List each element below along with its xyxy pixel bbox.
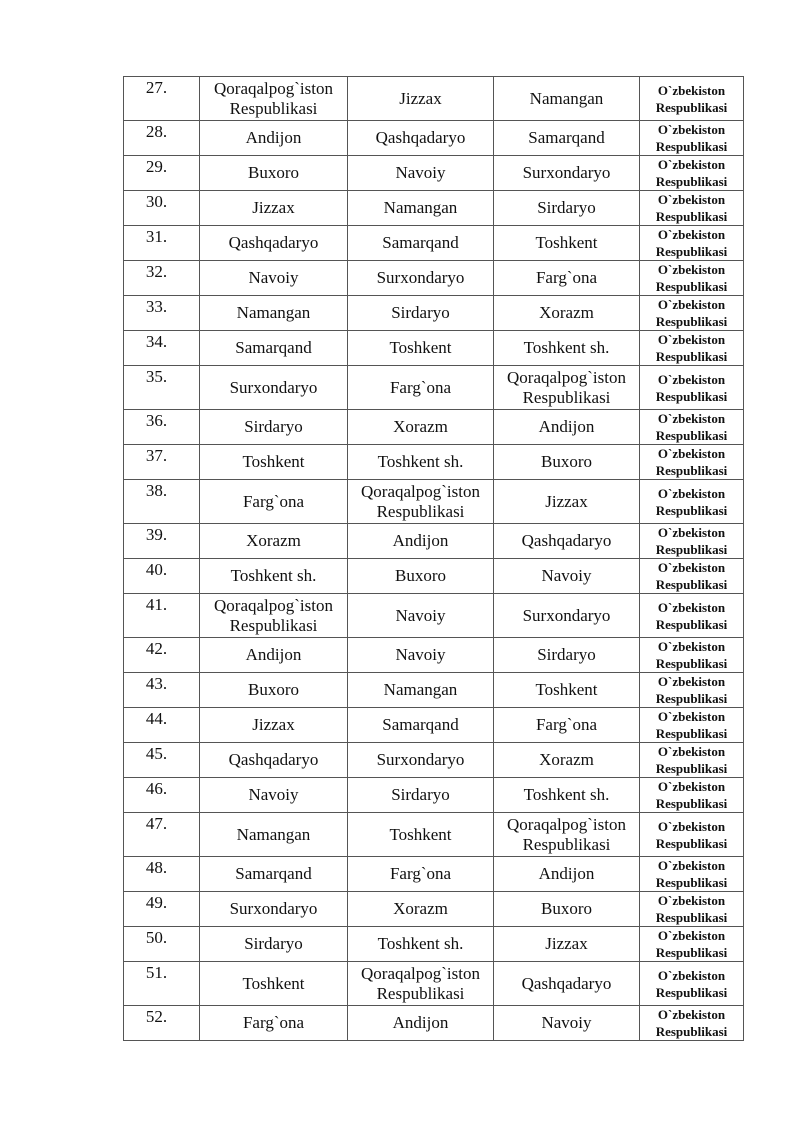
region-cell-1: Farg`ona	[200, 480, 348, 524]
region-cell-3: Xorazm	[494, 743, 640, 778]
region-cell-1: Samarqand	[200, 331, 348, 366]
region-cell-2: Sirdaryo	[348, 296, 494, 331]
row-number: 42.	[124, 638, 200, 673]
region-cell-3: Namangan	[494, 77, 640, 121]
region-cell-2: Navoiy	[348, 156, 494, 191]
region-cell-1: Qoraqalpog`iston Respublikasi	[200, 77, 348, 121]
row-number: 43.	[124, 673, 200, 708]
row-number: 35.	[124, 366, 200, 410]
region-cell-2: Surxondaryo	[348, 743, 494, 778]
table-row	[124, 673, 744, 708]
row-number: 27.	[124, 77, 200, 121]
row-number: 28.	[124, 121, 200, 156]
region-cell-2: Buxoro	[348, 559, 494, 594]
country-cell: O`zbekiston Respublikasi	[640, 638, 744, 673]
region-cell-3: Qashqadaryo	[494, 962, 640, 1006]
region-cell-3: Toshkent	[494, 226, 640, 261]
table-row	[124, 226, 744, 261]
row-number: 40.	[124, 559, 200, 594]
region-cell-3: Qoraqalpog`iston Respublikasi	[494, 366, 640, 410]
country-cell: O`zbekiston Respublikasi	[640, 743, 744, 778]
region-cell-3: Qashqadaryo	[494, 524, 640, 559]
table-row	[124, 813, 744, 857]
row-number: 44.	[124, 708, 200, 743]
region-cell-2: Navoiy	[348, 638, 494, 673]
table-row	[124, 927, 744, 962]
table-row	[124, 445, 744, 480]
region-cell-1: Navoiy	[200, 261, 348, 296]
region-cell-1: Andijon	[200, 638, 348, 673]
region-cell-2: Qashqadaryo	[348, 121, 494, 156]
table-row	[124, 191, 744, 226]
region-cell-2: Farg`ona	[348, 857, 494, 892]
region-cell-2: Xorazm	[348, 892, 494, 927]
table-row	[124, 366, 744, 410]
region-cell-2: Surxondaryo	[348, 261, 494, 296]
regions-table	[123, 76, 744, 1041]
country-cell: O`zbekiston Respublikasi	[640, 594, 744, 638]
country-cell: O`zbekiston Respublikasi	[640, 524, 744, 559]
region-cell-2: Namangan	[348, 673, 494, 708]
region-cell-1: Jizzax	[200, 708, 348, 743]
table-row	[124, 480, 744, 524]
country-cell: O`zbekiston Respublikasi	[640, 261, 744, 296]
region-cell-3: Sirdaryo	[494, 638, 640, 673]
row-number: 37.	[124, 445, 200, 480]
region-cell-2: Andijon	[348, 1006, 494, 1041]
row-number: 29.	[124, 156, 200, 191]
table-row	[124, 594, 744, 638]
country-cell: O`zbekiston Respublikasi	[640, 156, 744, 191]
region-cell-3: Samarqand	[494, 121, 640, 156]
region-cell-1: Qashqadaryo	[200, 226, 348, 261]
table-row	[124, 892, 744, 927]
region-cell-1: Buxoro	[200, 673, 348, 708]
region-cell-3: Jizzax	[494, 480, 640, 524]
row-number: 32.	[124, 261, 200, 296]
table-row	[124, 857, 744, 892]
table-row	[124, 708, 744, 743]
region-cell-1: Toshkent sh.	[200, 559, 348, 594]
country-cell: O`zbekiston Respublikasi	[640, 813, 744, 857]
country-cell: O`zbekiston Respublikasi	[640, 191, 744, 226]
region-cell-2: Toshkent	[348, 813, 494, 857]
country-cell: O`zbekiston Respublikasi	[640, 121, 744, 156]
region-cell-1: Namangan	[200, 296, 348, 331]
region-cell-1: Surxondaryo	[200, 366, 348, 410]
region-cell-3: Toshkent sh.	[494, 778, 640, 813]
region-cell-1: Surxondaryo	[200, 892, 348, 927]
region-cell-3: Toshkent sh.	[494, 331, 640, 366]
region-cell-3: Xorazm	[494, 296, 640, 331]
country-cell: O`zbekiston Respublikasi	[640, 366, 744, 410]
region-cell-1: Andijon	[200, 121, 348, 156]
region-cell-3: Andijon	[494, 857, 640, 892]
row-number: 30.	[124, 191, 200, 226]
region-cell-2: Sirdaryo	[348, 778, 494, 813]
region-cell-3: Navoiy	[494, 559, 640, 594]
region-cell-1: Sirdaryo	[200, 927, 348, 962]
row-number: 50.	[124, 927, 200, 962]
country-cell: O`zbekiston Respublikasi	[640, 857, 744, 892]
row-number: 49.	[124, 892, 200, 927]
region-cell-1: Samarqand	[200, 857, 348, 892]
region-cell-2: Toshkent	[348, 331, 494, 366]
region-cell-2: Xorazm	[348, 410, 494, 445]
row-number: 33.	[124, 296, 200, 331]
row-number: 38.	[124, 480, 200, 524]
region-cell-1: Xorazm	[200, 524, 348, 559]
region-cell-2: Samarqand	[348, 708, 494, 743]
country-cell: O`zbekiston Respublikasi	[640, 480, 744, 524]
table-row	[124, 778, 744, 813]
row-number: 46.	[124, 778, 200, 813]
table-body	[124, 77, 744, 1041]
row-number: 48.	[124, 857, 200, 892]
country-cell: O`zbekiston Respublikasi	[640, 708, 744, 743]
table-row	[124, 410, 744, 445]
region-cell-1: Toshkent	[200, 962, 348, 1006]
table-row	[124, 331, 744, 366]
row-number: 39.	[124, 524, 200, 559]
country-cell: O`zbekiston Respublikasi	[640, 673, 744, 708]
country-cell: O`zbekiston Respublikasi	[640, 1006, 744, 1041]
country-cell: O`zbekiston Respublikasi	[640, 445, 744, 480]
region-cell-3: Sirdaryo	[494, 191, 640, 226]
region-cell-2: Navoiy	[348, 594, 494, 638]
region-cell-3: Toshkent	[494, 673, 640, 708]
table-row	[124, 121, 744, 156]
table-row	[124, 1006, 744, 1041]
region-cell-1: Namangan	[200, 813, 348, 857]
region-cell-2: Qoraqalpog`iston Respublikasi	[348, 962, 494, 1006]
region-cell-1: Buxoro	[200, 156, 348, 191]
region-cell-2: Andijon	[348, 524, 494, 559]
region-cell-2: Samarqand	[348, 226, 494, 261]
region-cell-3: Surxondaryo	[494, 156, 640, 191]
region-cell-3: Buxoro	[494, 892, 640, 927]
region-cell-3: Farg`ona	[494, 261, 640, 296]
country-cell: O`zbekiston Respublikasi	[640, 559, 744, 594]
region-cell-2: Toshkent sh.	[348, 445, 494, 480]
table-row	[124, 559, 744, 594]
row-number: 52.	[124, 1006, 200, 1041]
country-cell: O`zbekiston Respublikasi	[640, 778, 744, 813]
table-row	[124, 261, 744, 296]
table-row	[124, 296, 744, 331]
row-number: 34.	[124, 331, 200, 366]
region-cell-3: Andijon	[494, 410, 640, 445]
region-cell-1: Toshkent	[200, 445, 348, 480]
region-cell-1: Qoraqalpog`iston Respublikasi	[200, 594, 348, 638]
region-cell-3: Surxondaryo	[494, 594, 640, 638]
table-row	[124, 638, 744, 673]
region-cell-2: Namangan	[348, 191, 494, 226]
country-cell: O`zbekiston Respublikasi	[640, 296, 744, 331]
row-number: 31.	[124, 226, 200, 261]
region-cell-1: Navoiy	[200, 778, 348, 813]
region-cell-3: Navoiy	[494, 1006, 640, 1041]
row-number: 36.	[124, 410, 200, 445]
region-cell-3: Jizzax	[494, 927, 640, 962]
country-cell: O`zbekiston Respublikasi	[640, 226, 744, 261]
region-cell-1: Jizzax	[200, 191, 348, 226]
country-cell: O`zbekiston Respublikasi	[640, 962, 744, 1006]
region-cell-3: Farg`ona	[494, 708, 640, 743]
table-row	[124, 743, 744, 778]
table-row	[124, 156, 744, 191]
country-cell: O`zbekiston Respublikasi	[640, 410, 744, 445]
country-cell: O`zbekiston Respublikasi	[640, 892, 744, 927]
region-cell-3: Qoraqalpog`iston Respublikasi	[494, 813, 640, 857]
region-cell-2: Toshkent sh.	[348, 927, 494, 962]
region-cell-1: Sirdaryo	[200, 410, 348, 445]
country-cell: O`zbekiston Respublikasi	[640, 77, 744, 121]
row-number: 41.	[124, 594, 200, 638]
country-cell: O`zbekiston Respublikasi	[640, 331, 744, 366]
region-cell-2: Jizzax	[348, 77, 494, 121]
region-cell-1: Qashqadaryo	[200, 743, 348, 778]
table-row	[124, 524, 744, 559]
region-cell-2: Qoraqalpog`iston Respublikasi	[348, 480, 494, 524]
region-cell-2: Farg`ona	[348, 366, 494, 410]
country-cell: O`zbekiston Respublikasi	[640, 927, 744, 962]
row-number: 47.	[124, 813, 200, 857]
region-cell-1: Farg`ona	[200, 1006, 348, 1041]
table-row	[124, 77, 744, 121]
table-row	[124, 962, 744, 1006]
row-number: 45.	[124, 743, 200, 778]
row-number: 51.	[124, 962, 200, 1006]
region-cell-3: Buxoro	[494, 445, 640, 480]
